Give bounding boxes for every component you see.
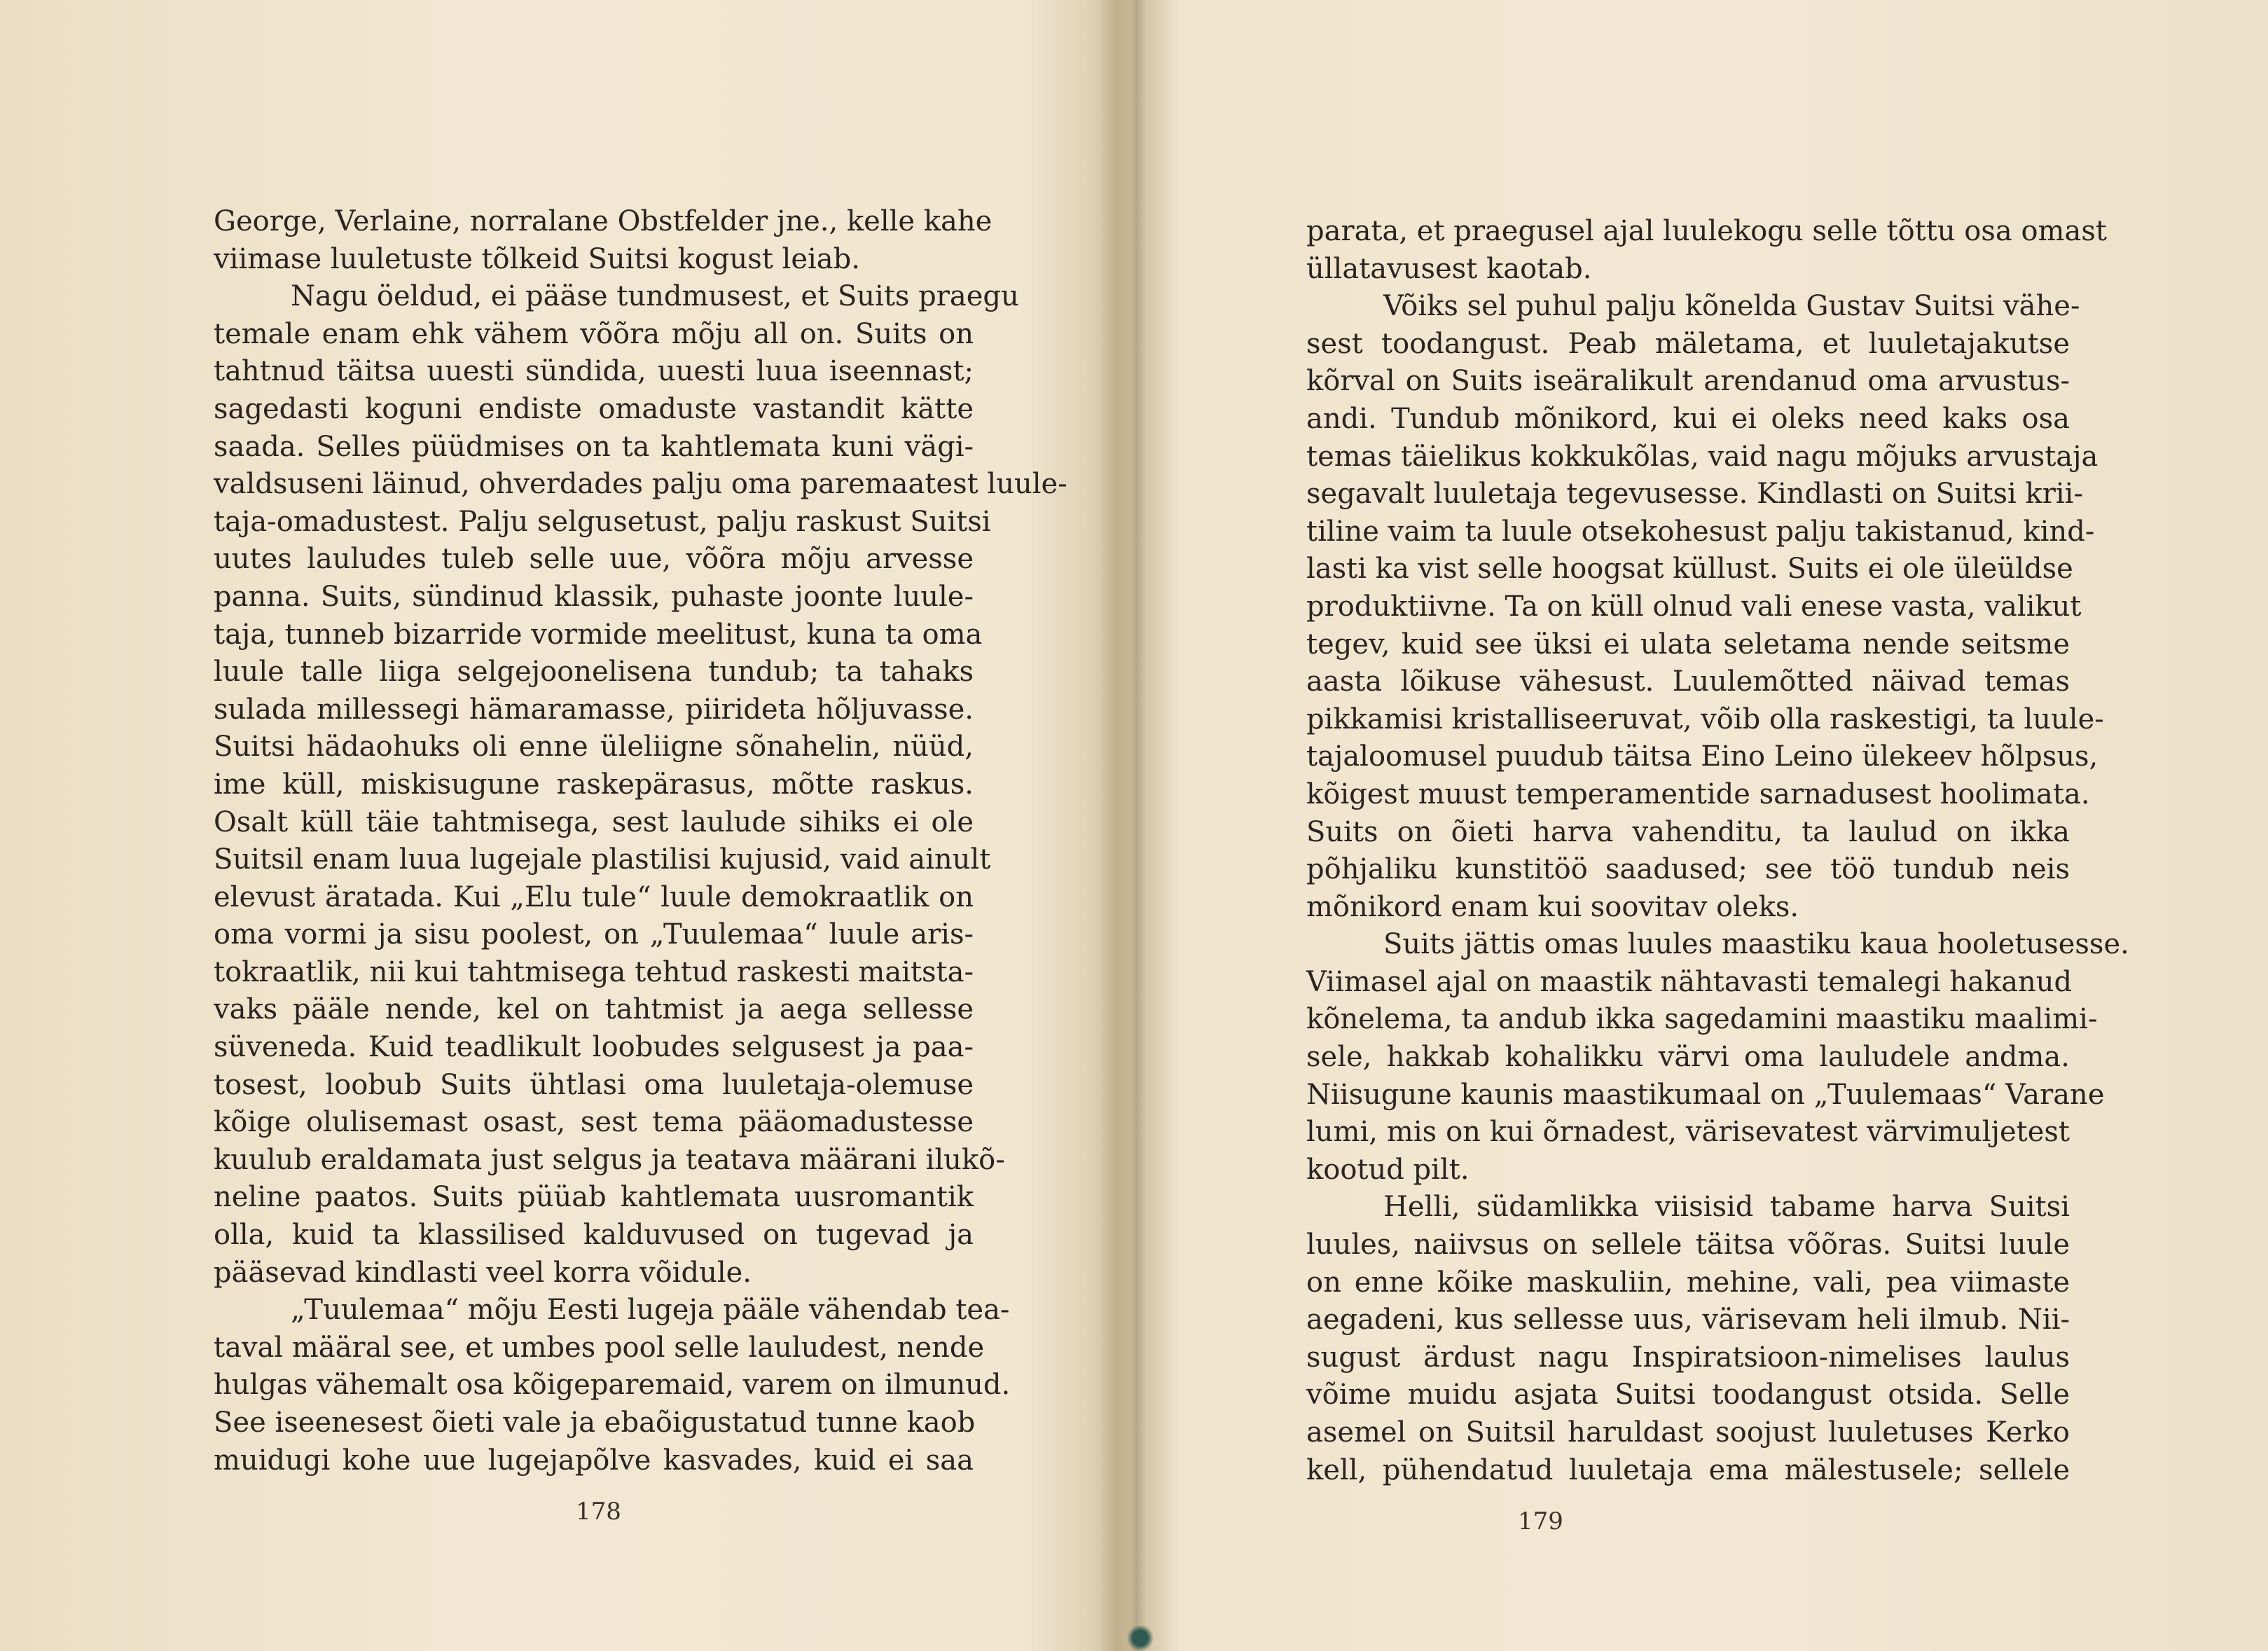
text-line: Suits on õieti harva vahenditu, ta laulud on ikka: [1306, 815, 2070, 848]
text-line: on enne kõike maskuliin, mehine, vali, pea viimaste: [1306, 1266, 2070, 1299]
text-line: Võiks sel puhul palju kõnelda Gustav Suitsi vähe-: [1383, 290, 2080, 323]
text-line: kell, pühendatud luuletaja ema mälestusele; sellele: [1306, 1453, 2070, 1486]
text-line: aasta lõikuse vähesust. Luulemõtted näivad temas: [1306, 665, 2070, 698]
text-line: taja-omadustest. Palju selgusetust, palju raskust Suitsi: [214, 505, 991, 538]
text-line: asemel on Suitsil haruldast soojust luuletuses Kerko: [1306, 1416, 2070, 1449]
right-page: [1135, 0, 2268, 1651]
text-line: Suitsi hädaohuks oli enne üleliigne sõnahelin, nüüd,: [214, 731, 974, 764]
text-line: „Tuulemaa“ mõju Eesti lugeja pääle vähendab tea-: [291, 1294, 1010, 1327]
text-line: Nagu öeldud, ei pääse tundmusest, et Suits praegu: [291, 280, 1019, 313]
text-line: kõige olulisemast osast, sest tema pääomadustesse: [214, 1106, 974, 1139]
text-line: ime küll, miskisugune raskepärasus, mõtte raskus.: [214, 768, 974, 801]
text-line: lasti ka vist selle hoogsat küllust. Suits ei ole üleüldse: [1306, 553, 2073, 586]
text-line: kootud pilt.: [1306, 1153, 1470, 1186]
spine-binding-mark: [1126, 1625, 1154, 1651]
text-line: elevust äratada. Kui „Elu tule“ luule demokraatlik on: [214, 880, 974, 913]
text-line: viimase luuletuste tõlkeid Suitsi kogust leiab.: [214, 242, 860, 275]
text-line: olla, kuid ta klassilised kalduvused on tugevad ja: [214, 1219, 974, 1252]
text-line: Suitsil enam luua lugejale plastilisi kujusid, vaid ainult: [214, 843, 991, 876]
text-line: produktiivne. Ta on küll olnud vali enese vasta, valikut: [1306, 590, 2082, 623]
text-line: mõnikord enam kui soovitav oleks.: [1306, 890, 1799, 923]
right-page-text: [1306, 213, 2129, 1489]
text-line: sest toodangust. Peab mäletama, et luuletajakutse: [1306, 327, 2070, 360]
text-line: luules, naiivsus on sellele täitsa võõras. Suitsi luule: [1306, 1229, 2070, 1262]
text-line: võime muidu asjata Suitsi toodangust otsida. Selle: [1306, 1379, 2070, 1411]
text-line: valdsuseni läinud, ohverdades palju oma paremaatest luule-: [214, 468, 1067, 501]
text-line: temas täielikus kokkukõlas, vaid nagu mõjuks arvustaja: [1306, 440, 2098, 473]
text-line: uutes lauludes tuleb selle uue, võõra mõju arvesse: [214, 543, 974, 576]
text-line: kuulub eraldamata just selgus ja teatava määrani ilukõ-: [214, 1143, 1005, 1176]
text-line: sugust ärdust nagu Inspiratsioon-nimelises laulus: [1306, 1341, 2070, 1374]
text-line: lumi, mis on kui õrnadest, värisevatest värvimuljetest: [1306, 1116, 2070, 1149]
text-line: panna. Suits, sündinud klassik, puhaste joonte luule-: [214, 580, 974, 613]
text-line: andi. Tundub mõnikord, kui ei oleks need kaks osa: [1306, 402, 2070, 435]
text-line: luule talle liiga selgejoonelisena tundub; ta tahaks: [214, 656, 974, 689]
text-line: üllatavusest kaotab.: [1306, 252, 1592, 285]
text-line: tosest, loobub Suits ühtlasi oma luuletaja-olemuse: [214, 1068, 974, 1101]
text-line: muidugi kohe uue lugejapõlve kasvades, kuid ei saa: [214, 1444, 974, 1477]
left-page: [0, 0, 1121, 1651]
text-line: pikkamisi kristalliseeruvat, võib olla raskestigi, ta luule-: [1306, 703, 2104, 735]
text-line: taja, tunneb bizarride vormide meelitust, kuna ta oma: [214, 618, 983, 651]
text-line: Helli, südamlikka viisisid tabame harva Suitsi: [1383, 1191, 2070, 1224]
text-line: sulada millessegi hämaramasse, piirideta hõljuvasse.: [214, 693, 974, 726]
text-line: põhjaliku kunstitöö saadused; see töö tundub neis: [1306, 853, 2070, 886]
text-line: See iseenesest õieti vale ja ebaõigustatud tunne kaob: [214, 1407, 976, 1439]
text-line: parata, et praegusel ajal luulekogu selle tõttu osa omast: [1306, 215, 2107, 247]
text-line: hulgas vähemalt osa kõigeparemaid, varem on ilmunud.: [214, 1369, 1011, 1402]
text-line: tahtnud täitsa uuesti sündida, uuesti luua iseennast;: [214, 355, 974, 388]
text-line: Suits jättis omas luules maastiku kaua hooletusesse.: [1383, 928, 2129, 961]
text-line: tokraatlik, nii kui tahtmisega tehtud raskesti maitsta-: [214, 955, 974, 988]
text-line: oma vormi ja sisu poolest, on „Tuulemaa“ luule aris-: [214, 918, 974, 951]
text-line: neline paatos. Suits püüab kahtlemata uusromantik: [214, 1181, 974, 1214]
text-line: George, Verlaine, norralane Obstfelder jne., kelle kahe: [214, 205, 993, 237]
text-line: aegadeni, kus sellesse uus, värisevam heli ilmub. Nii-: [1306, 1304, 2070, 1336]
text-line: tajaloomusel puudub täitsa Eino Leino ülekeev hõlpsus,: [1306, 740, 2098, 773]
text-line: Osalt küll täie tahtmisega, sest laulude sihiks ei ole: [214, 806, 974, 838]
text-line: kõnelema, ta andub ikka sagedamini maastiku maalimi-: [1306, 1003, 2098, 1036]
text-line: Niisugune kaunis maastikumaal on „Tuulemaas“ Varane: [1306, 1078, 2105, 1111]
text-line: vaks pääle nende, kel on tahtmist ja aega sellesse: [214, 993, 974, 1026]
left-page-text: [214, 203, 1067, 1479]
text-line: taval määral see, et umbes pool selle lauludest, nende: [214, 1331, 985, 1364]
text-line: sele, hakkab kohalikku värvi oma lauludele andma.: [1306, 1041, 2070, 1074]
right-page-number: 179: [1518, 1507, 1563, 1535]
left-page-number: 178: [576, 1498, 621, 1526]
text-line: Viimasel ajal on maastik nähtavasti temalegi hakanud: [1306, 965, 2073, 998]
text-line: temale enam ehk vähem võõra mõju all on. Suits on: [214, 317, 974, 350]
text-line: kõrval on Suits iseäralikult arendanud oma arvustus-: [1306, 365, 2070, 398]
text-line: kõigest muust temperamentide sarnadusest hoolimata.: [1306, 778, 2090, 810]
text-line: sagedasti koguni endiste omaduste vastandit kätte: [214, 392, 974, 425]
text-line: pääsevad kindlasti veel korra võidule.: [214, 1256, 752, 1289]
text-line: segavalt luuletaja tegevusesse. Kindlasti on Suitsi krii-: [1306, 478, 2083, 511]
text-line: tegev, kuid see üksi ei ulata seletama nende seitsme: [1306, 628, 2070, 661]
text-line: tiline vaim ta luule otsekohesust palju takistanud, kind-: [1306, 515, 2095, 548]
text-line: süveneda. Kuid teadlikult loobudes selgusest ja paa-: [214, 1031, 974, 1064]
text-line: saada. Selles püüdmises on ta kahtlemata kuni vägi-: [214, 430, 974, 463]
